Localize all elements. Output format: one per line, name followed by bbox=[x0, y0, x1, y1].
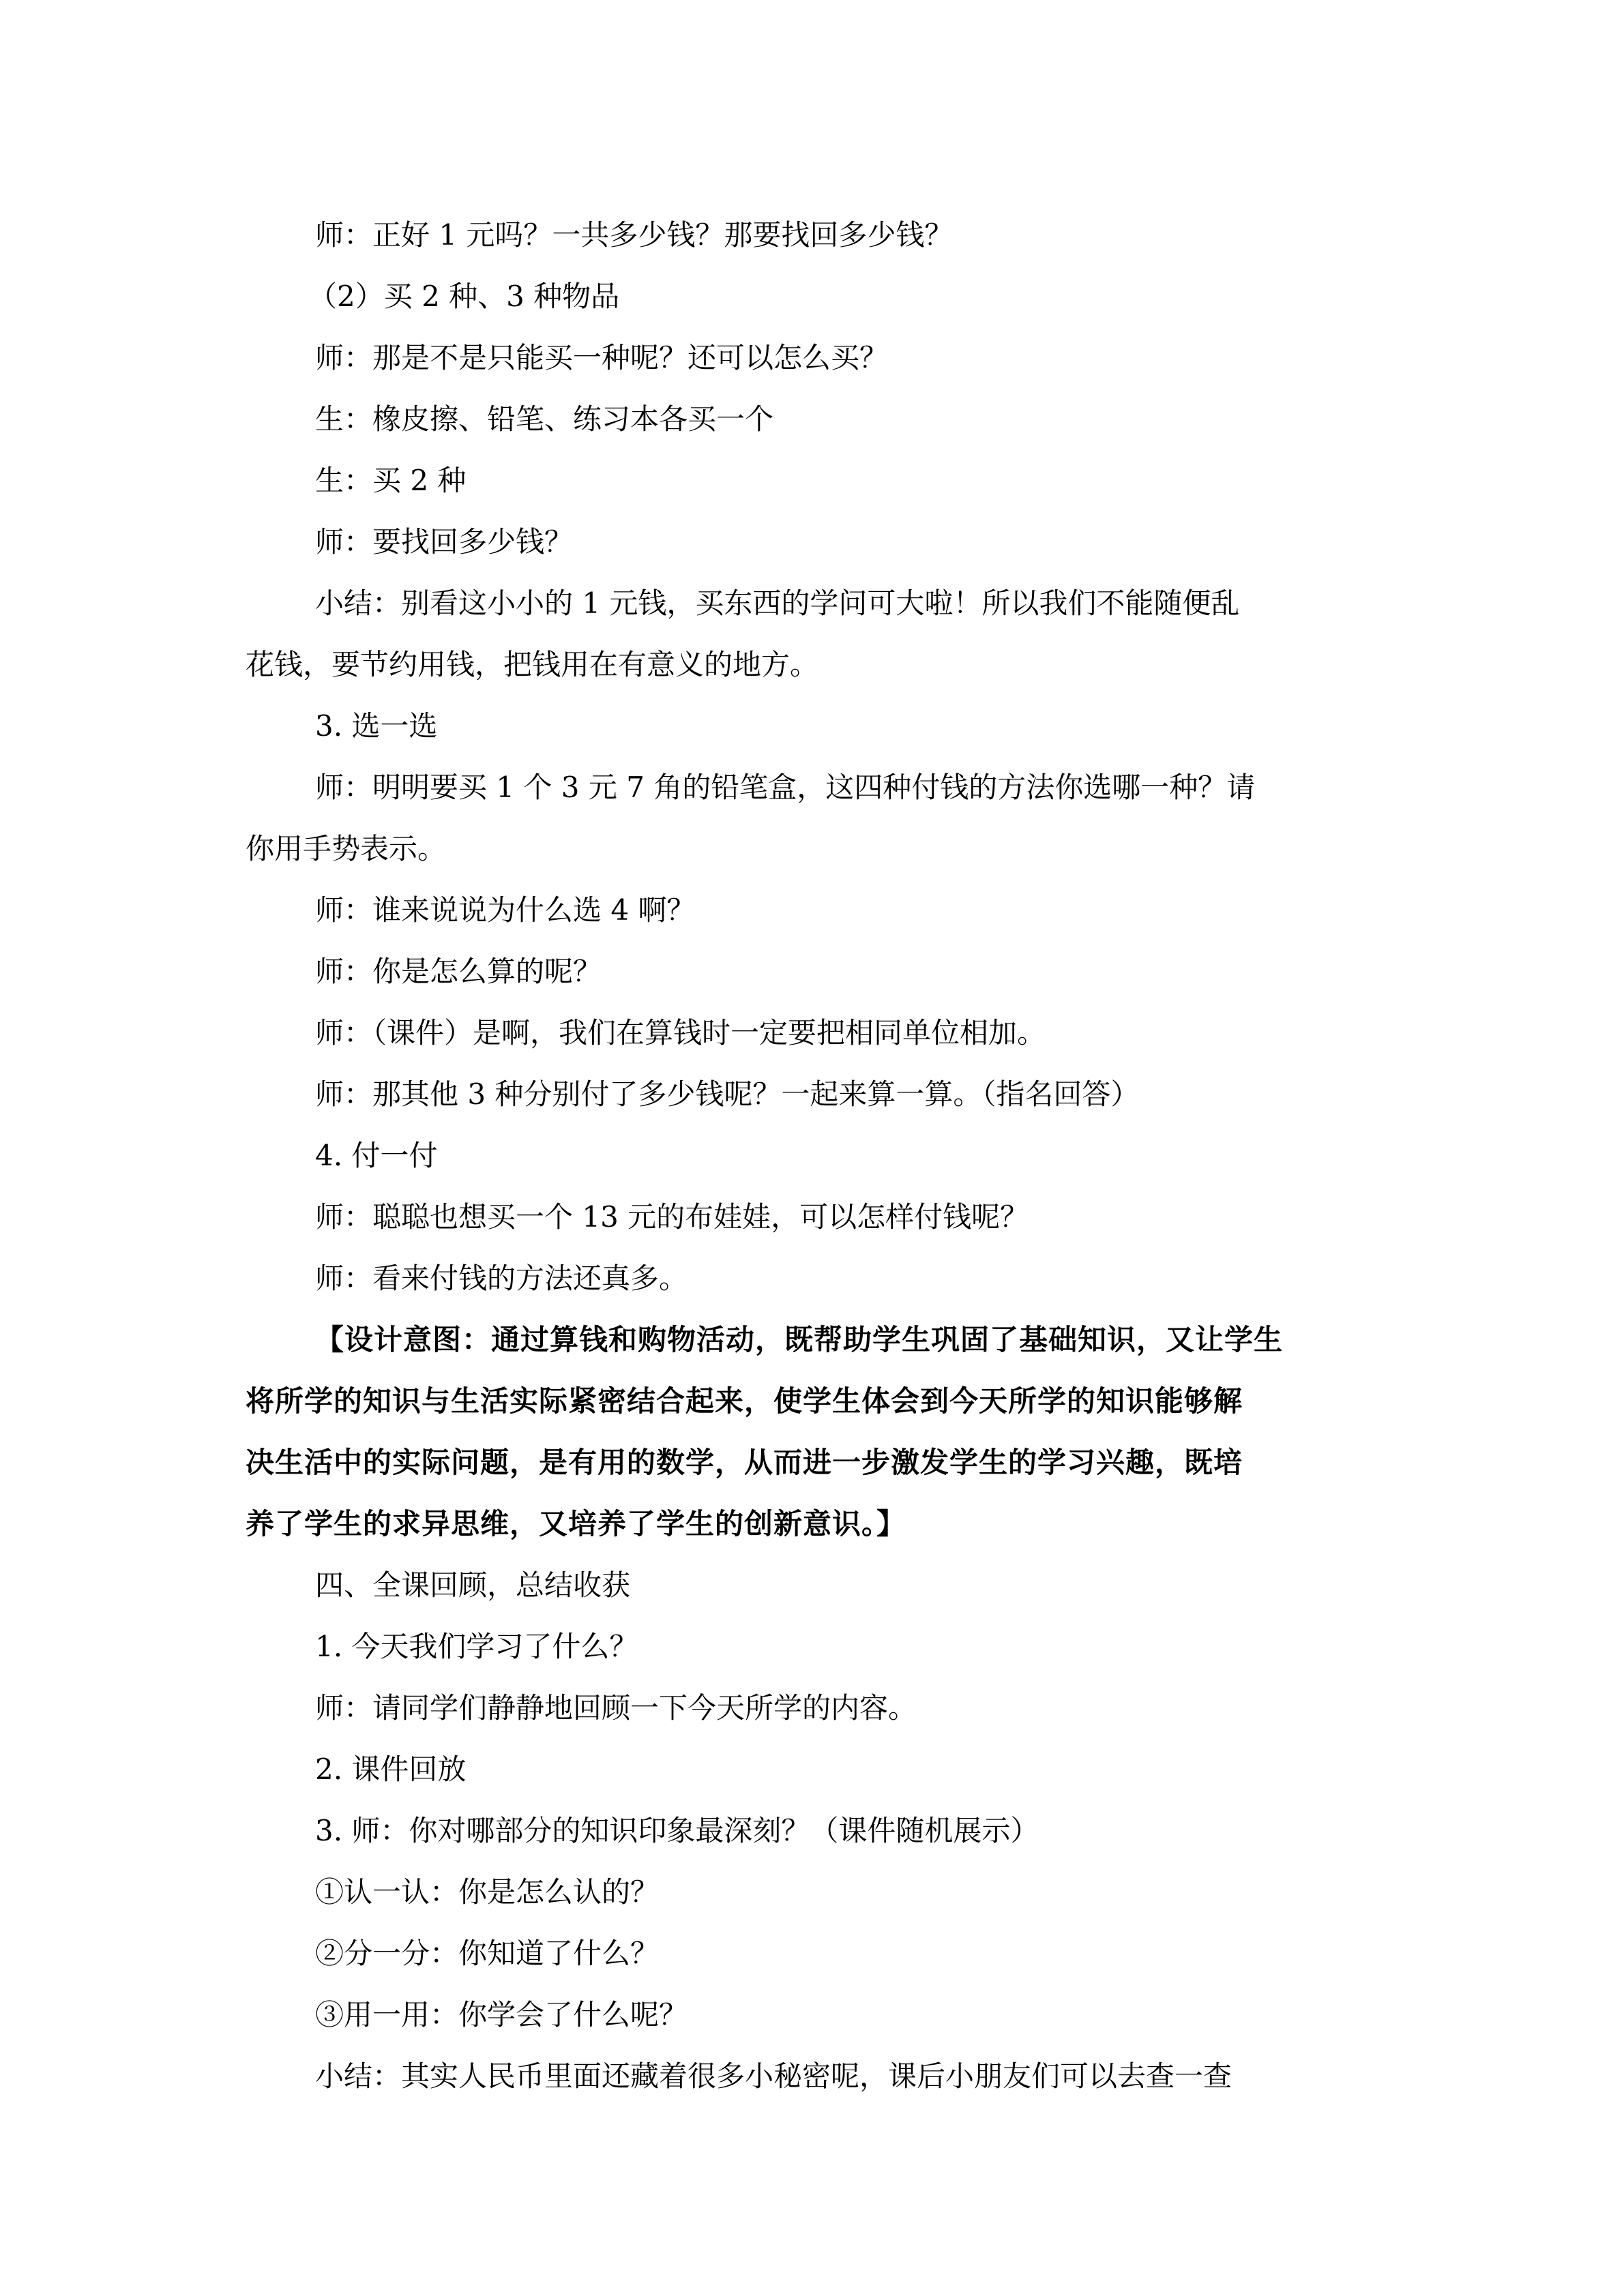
section-heading: 3. 选一选 bbox=[315, 709, 438, 743]
paragraph-line: 3. 师：你对哪部分的知识印象最深刻？（课件随机展示） bbox=[315, 1814, 1039, 1847]
paragraph-line: ③用一用：你学会了什么呢？ bbox=[315, 1998, 688, 2031]
paragraph-line: 师：谁来说说为什么选 4 啊？ bbox=[315, 893, 696, 927]
paragraph-line: 师：聪聪也想买一个 13 元的布娃娃，可以怎样付钱呢？ bbox=[315, 1200, 1029, 1234]
paragraph-line: 花钱，要节约用钱，把钱用在有意义的地方。 bbox=[246, 648, 819, 681]
paragraph-line: 师：看来付钱的方法还真多。 bbox=[315, 1262, 688, 1295]
paragraph-line: 你用手势表示。 bbox=[246, 832, 447, 865]
paragraph-line: ①认一认：你是怎么认的？ bbox=[315, 1875, 660, 1909]
design-intent-line: 决生活中的实际问题，是有用的数学，从而进一步激发学生的学习兴趣，既培 bbox=[246, 1446, 1243, 1479]
design-intent-line: 【设计意图：通过算钱和购物活动，既帮助学生巩固了基础知识，又让学生 bbox=[315, 1323, 1284, 1356]
document-body bbox=[246, 205, 1378, 2107]
paragraph-line: 师：你是怎么算的呢？ bbox=[315, 955, 602, 988]
paragraph-line: 2. 课件回放 bbox=[315, 1753, 467, 1786]
paragraph-line: ②分一分：你知道了什么？ bbox=[315, 1937, 660, 1970]
paragraph-line: 师：明明要买 1 个 3 元 7 角的铅笔盒，这四种付钱的方法你选哪一种？请 bbox=[315, 771, 1256, 804]
paragraph-line: 师：要找回多少钱？ bbox=[315, 525, 574, 558]
paragraph-line: 生：橡皮擦、铅笔、练习本各买一个 bbox=[315, 402, 774, 436]
paragraph-line: 生：买 2 种 bbox=[315, 464, 467, 497]
section-heading: 4. 付一付 bbox=[315, 1139, 438, 1172]
section-heading: 四、全课回顾，总结收获 bbox=[315, 1568, 631, 1602]
design-intent-line: 养了学生的求异思维，又培养了学生的创新意识。】 bbox=[246, 1507, 906, 1540]
paragraph-line: 师：请同学们静静地回顾一下今天所学的内容。 bbox=[315, 1691, 917, 1725]
design-intent-line: 将所学的知识与生活实际紧密结合起来，使学生体会到今天所学的知识能够解 bbox=[246, 1384, 1243, 1418]
paragraph-line: 1. 今天我们学习了什么？ bbox=[315, 1630, 638, 1663]
paragraph-line: 师：那是不是只能买一种呢？还可以怎么买？ bbox=[315, 341, 889, 374]
paragraph-line: 小结：别看这小小的 1 元钱，买东西的学问可大啦！所以我们不能随便乱 bbox=[315, 586, 1240, 620]
paragraph-line: 师：正好 1 元吗？一共多少钱？那要找回多少钱？ bbox=[315, 218, 954, 252]
paragraph-line: （2）买 2 种、3 种物品 bbox=[308, 280, 620, 313]
paragraph-line: 师：那其他 3 种分别付了多少钱呢？一起来算一算。（指名回答） bbox=[315, 1077, 1140, 1111]
paragraph-line: 小结：其实人民币里面还藏着很多小秘密呢，课后小朋友们可以去查一查 bbox=[315, 2059, 1232, 2093]
paragraph-line: 师：（课件）是啊，我们在算钱时一定要把相同单位相加。 bbox=[315, 1016, 1046, 1049]
